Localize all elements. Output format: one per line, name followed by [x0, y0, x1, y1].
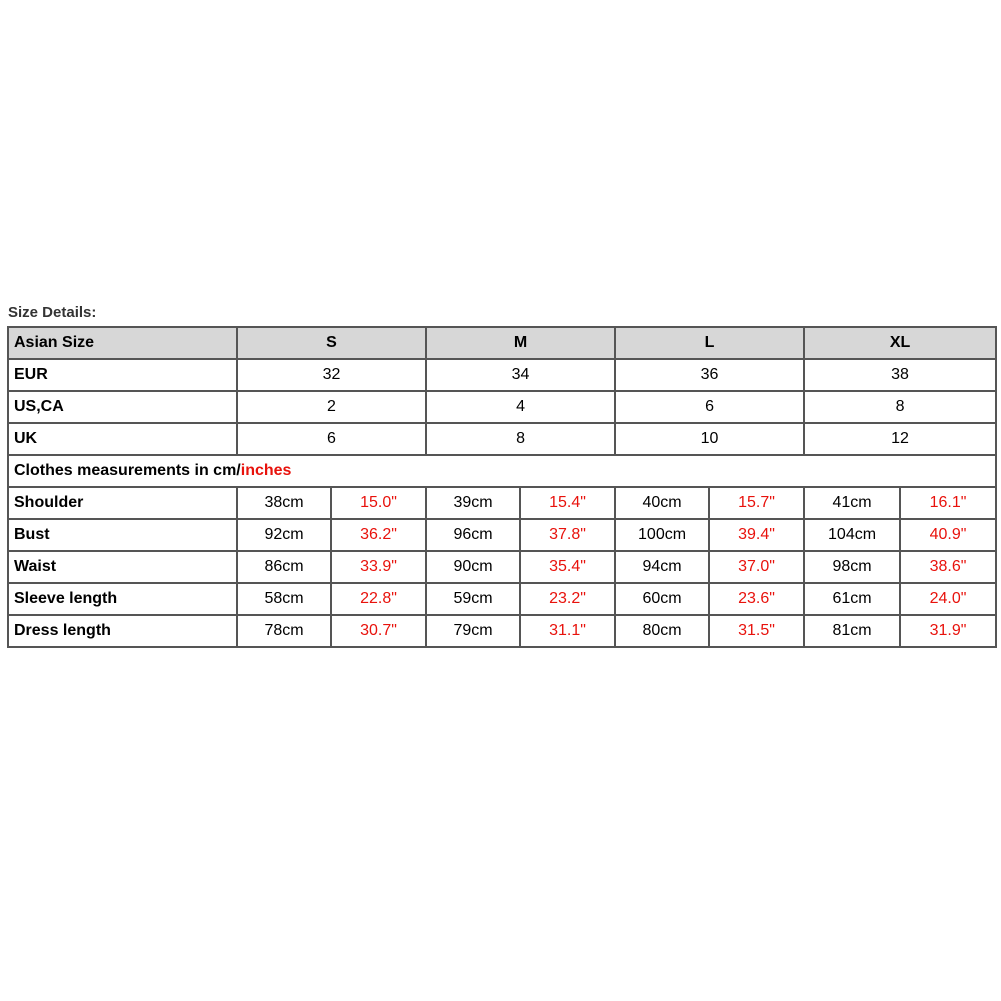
inch-cell: 15.0" [331, 487, 426, 519]
inch-cell: 37.8" [520, 519, 615, 551]
inch-cell: 15.4" [520, 487, 615, 519]
row-label: Sleeve length [8, 583, 237, 615]
row-label: Dress length [8, 615, 237, 647]
cm-cell: 90cm [426, 551, 520, 583]
inch-cell: 30.7" [331, 615, 426, 647]
cm-cell: 92cm [237, 519, 331, 551]
inch-cell: 31.5" [709, 615, 804, 647]
cm-cell: 59cm [426, 583, 520, 615]
inch-cell: 31.1" [520, 615, 615, 647]
size-details-caption: Size Details: [8, 304, 97, 321]
cm-cell: 94cm [615, 551, 709, 583]
row-label: UK [8, 423, 237, 455]
measurement-row-bust [8, 519, 996, 551]
row-label: US,CA [8, 391, 237, 423]
inch-cell: 23.2" [520, 583, 615, 615]
table-cell: 6 [615, 391, 804, 423]
measurement-row-sleeve-length [8, 583, 996, 615]
conversion-row-eur [8, 359, 996, 391]
measurement-row-shoulder [8, 487, 996, 519]
conversion-row-uk [8, 423, 996, 455]
table-cell: 4 [426, 391, 615, 423]
row-label: Waist [8, 551, 237, 583]
table-cell: 38 [804, 359, 996, 391]
cm-cell: 96cm [426, 519, 520, 551]
cm-cell: 80cm [615, 615, 709, 647]
cm-cell: 38cm [237, 487, 331, 519]
measurement-row-waist [8, 551, 996, 583]
cm-cell: 39cm [426, 487, 520, 519]
cm-cell: 79cm [426, 615, 520, 647]
cm-cell: 60cm [615, 583, 709, 615]
table-cell: 8 [426, 423, 615, 455]
size-table [7, 326, 997, 648]
cm-cell: 40cm [615, 487, 709, 519]
cm-cell: 86cm [237, 551, 331, 583]
inch-cell: 22.8" [331, 583, 426, 615]
table-cell: 32 [237, 359, 426, 391]
inch-cell: 37.0" [709, 551, 804, 583]
size-header-xl: XL [804, 327, 996, 359]
inch-cell: 31.9" [900, 615, 996, 647]
conversion-row-us-ca [8, 391, 996, 423]
row-label: EUR [8, 359, 237, 391]
inch-cell: 36.2" [331, 519, 426, 551]
inch-cell: 15.7" [709, 487, 804, 519]
cm-cell: 61cm [804, 583, 900, 615]
measurements-heading-inches: inches [240, 462, 292, 479]
inch-cell: 23.6" [709, 583, 804, 615]
table-cell: 6 [237, 423, 426, 455]
inch-cell: 33.9" [331, 551, 426, 583]
measurements-heading-prefix: Clothes measurements in cm/ [14, 462, 241, 479]
inch-cell: 39.4" [709, 519, 804, 551]
size-header-s: S [237, 327, 426, 359]
inch-cell: 16.1" [900, 487, 996, 519]
table-cell: 12 [804, 423, 996, 455]
size-header-m: M [426, 327, 615, 359]
cm-cell: 78cm [237, 615, 331, 647]
table-cell: 34 [426, 359, 615, 391]
measurement-row-dress-length [8, 615, 996, 647]
header-row [8, 327, 996, 359]
cm-cell: 41cm [804, 487, 900, 519]
measurements-heading-row [8, 455, 996, 487]
table-cell: 8 [804, 391, 996, 423]
table-cell: 36 [615, 359, 804, 391]
inch-cell: 24.0" [900, 583, 996, 615]
asian-size-label: Asian Size [8, 327, 237, 359]
inch-cell: 40.9" [900, 519, 996, 551]
table-cell: 10 [615, 423, 804, 455]
size-header-l: L [615, 327, 804, 359]
cm-cell: 58cm [237, 583, 331, 615]
table-cell: 2 [237, 391, 426, 423]
cm-cell: 98cm [804, 551, 900, 583]
cm-cell: 81cm [804, 615, 900, 647]
cm-cell: 104cm [804, 519, 900, 551]
inch-cell: 35.4" [520, 551, 615, 583]
row-label: Bust [8, 519, 237, 551]
row-label: Shoulder [8, 487, 237, 519]
cm-cell: 100cm [615, 519, 709, 551]
measurements-heading [8, 455, 996, 487]
inch-cell: 38.6" [900, 551, 996, 583]
